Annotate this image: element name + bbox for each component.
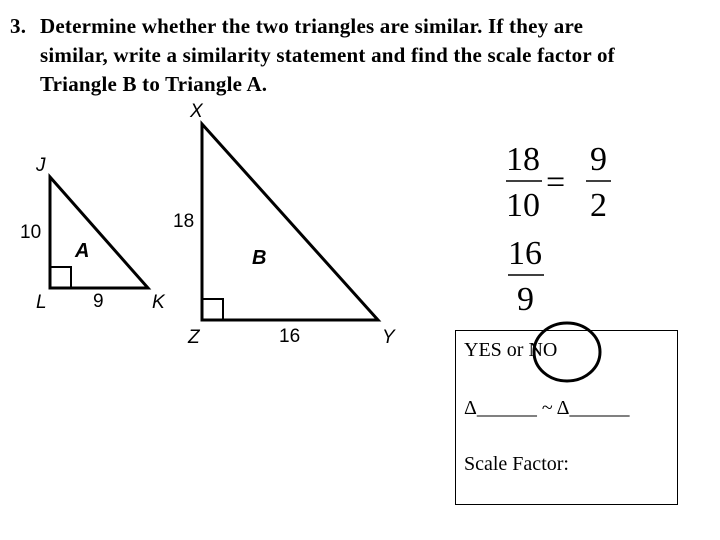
fraction-2-numerator: 9 — [590, 141, 607, 178]
fraction-3-numerator: 16 — [508, 235, 542, 272]
no-circle-mark — [534, 323, 600, 381]
triangle-a-horizontal-side-label: 9 — [93, 291, 104, 312]
triangle-a-vertical-side-label: 10 — [20, 222, 42, 243]
yes-no-choice: YES or NO — [464, 339, 558, 361]
question-line-3: Triangle B to Triangle A. — [40, 72, 268, 96]
fraction-1-numerator: 18 — [506, 141, 540, 178]
question-line-1: 3. Determine whether the two triangles are similar. If they are — [10, 12, 710, 41]
fraction-3-denominator: 9 — [517, 281, 534, 318]
triangle-b-vertical-side-label: 18 — [173, 211, 195, 232]
similarity-statement: Δ______ ~ Δ______ — [464, 397, 630, 419]
vertex-k-label: K — [152, 292, 165, 313]
vertex-y-label: Y — [382, 327, 395, 348]
vertex-x-label: X — [190, 101, 203, 122]
equals-sign: = — [546, 164, 566, 201]
triangle-b-name-label: B — [252, 247, 267, 269]
vertex-z-label: Z — [188, 327, 200, 348]
triangle-a-name-label: A — [75, 240, 90, 262]
triangle-b-horizontal-side-label: 16 — [279, 326, 301, 347]
vertex-l-label: L — [36, 292, 47, 313]
fraction-1-denominator: 10 — [506, 187, 540, 224]
fraction-2-denominator: 2 — [590, 187, 607, 224]
question-number: 3. — [10, 14, 27, 38]
scale-factor-label: Scale Factor: — [464, 453, 569, 475]
question-line-2: similar, write a similarity statement and find the scale factor of — [40, 43, 615, 67]
vertex-j-label: J — [36, 155, 46, 176]
